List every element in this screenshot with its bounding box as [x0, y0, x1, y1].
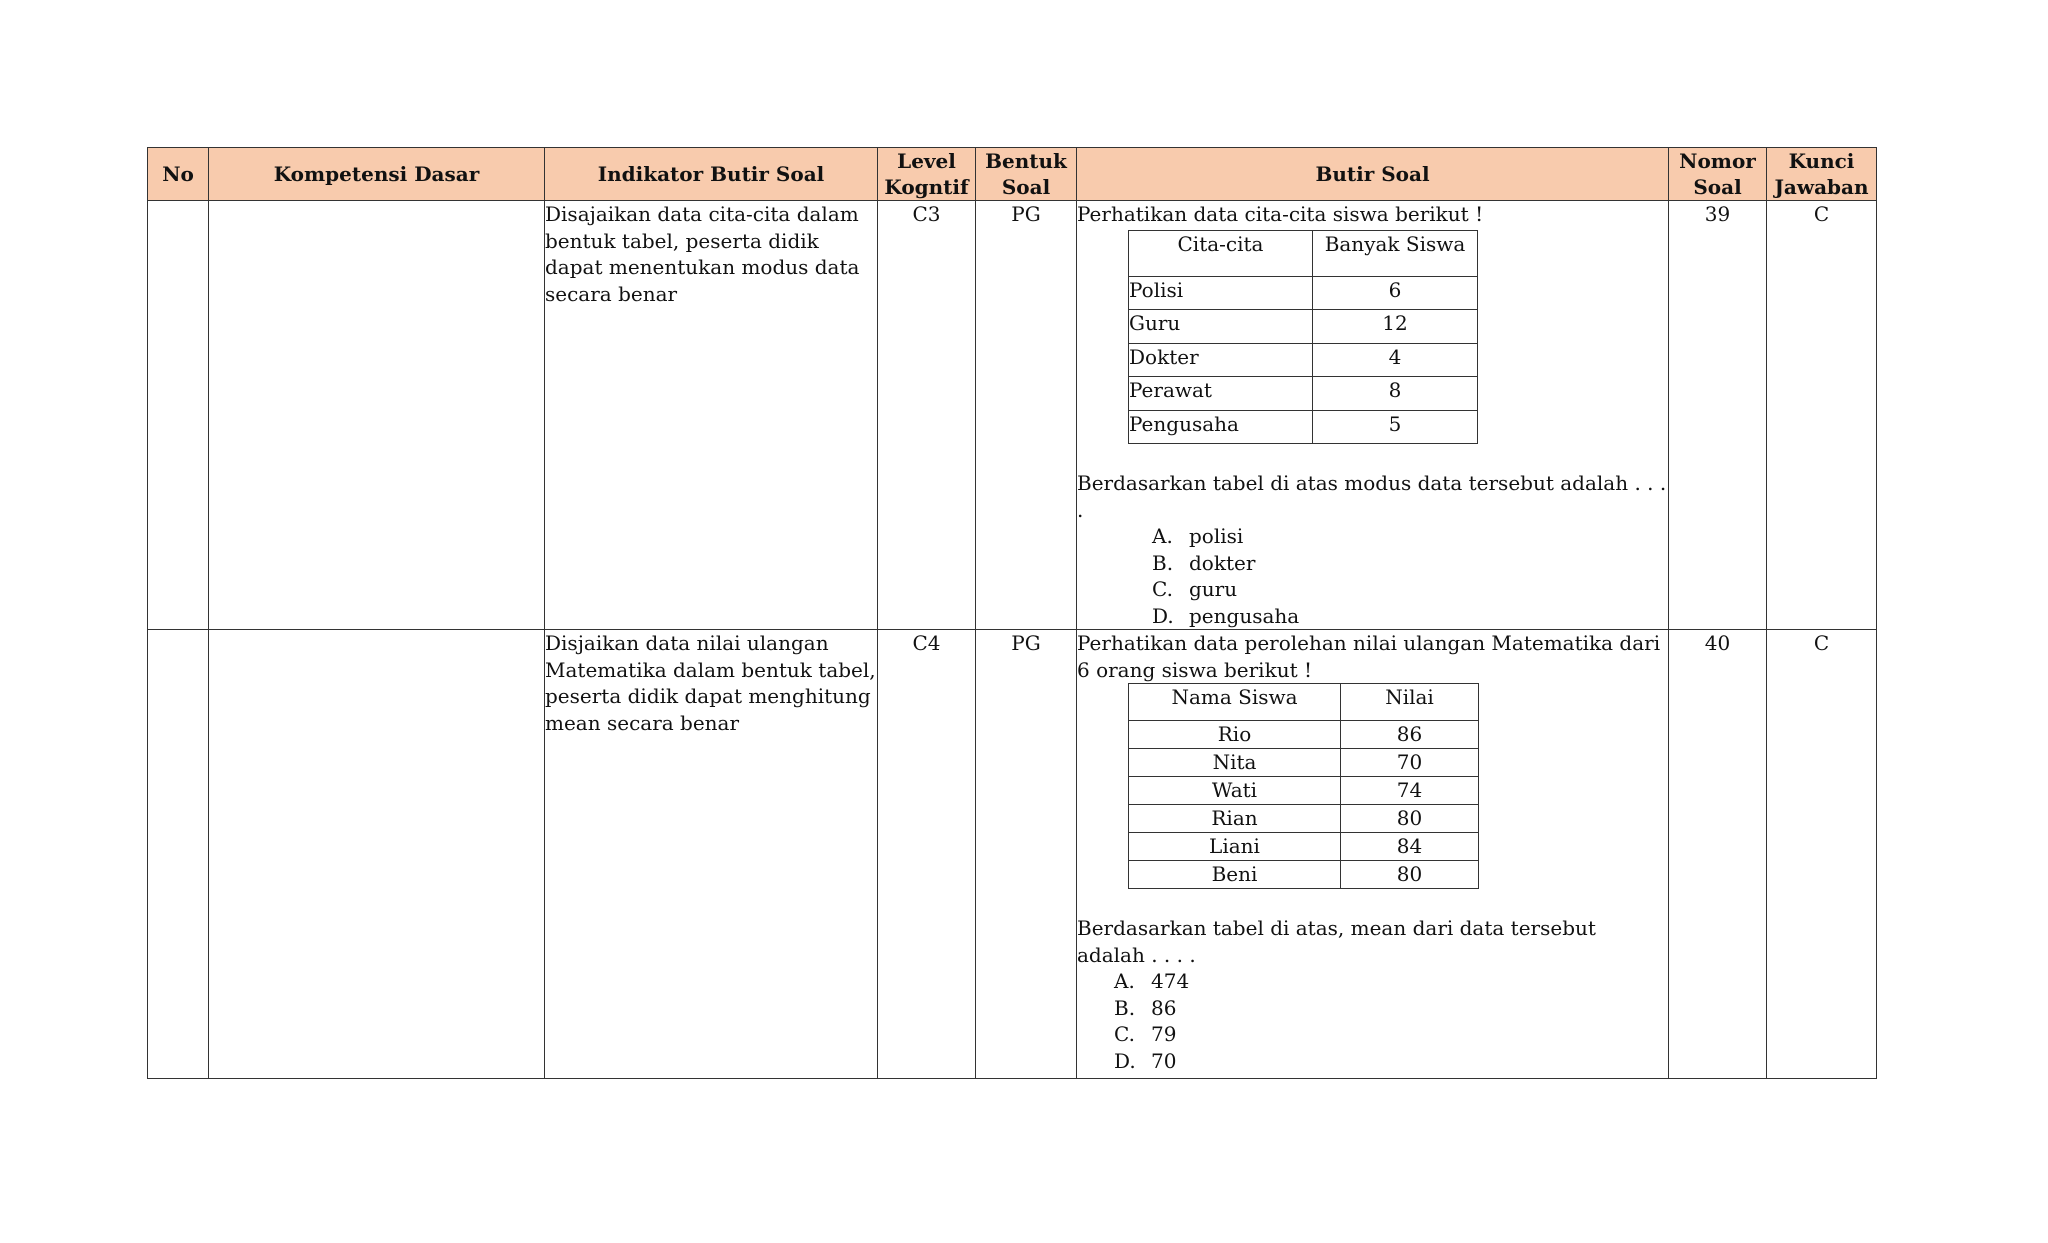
- data-label: Rio: [1129, 721, 1341, 749]
- data-label: Wati: [1129, 777, 1341, 805]
- data-table-row: [1129, 343, 1478, 377]
- data-table-header-cell: Nama Siswa: [1129, 684, 1341, 721]
- cell-level: C3: [878, 201, 976, 630]
- data-value: 74: [1341, 777, 1479, 805]
- data-label: Beni: [1129, 861, 1341, 889]
- answer-option: C. guru: [1152, 577, 1238, 601]
- data-value: 86: [1341, 721, 1479, 749]
- cell-nomor-soal: 39: [1669, 201, 1767, 630]
- data-value: 80: [1341, 805, 1479, 833]
- data-table-header-cell: Cita-cita: [1129, 230, 1313, 276]
- cell-butir-soal: [1077, 201, 1669, 630]
- data-value: 12: [1313, 310, 1478, 344]
- question-text: Berdasarkan tabel di atas modus data tersebut adalah . . . .: [1077, 471, 1667, 522]
- data-value: 6: [1313, 276, 1478, 310]
- data-label: Guru: [1129, 310, 1313, 344]
- answer-option: B. dokter: [1152, 550, 1256, 575]
- cell-nomor-soal: 40: [1669, 630, 1767, 1079]
- header-kompetensi-dasar: Kompetensi Dasar: [209, 148, 545, 201]
- data-label: Nita: [1129, 749, 1341, 777]
- data-table-header-cell: Banyak Siswa: [1313, 230, 1478, 276]
- data-table-row: [1129, 276, 1478, 310]
- header-no: No: [148, 148, 209, 201]
- data-value: 4: [1313, 343, 1478, 377]
- cell-butir-soal: [1077, 630, 1669, 1079]
- answer-option: A. 474: [1114, 969, 1190, 993]
- header-indikator: Indikator Butir Soal: [545, 148, 878, 201]
- cell-bentuk: PG: [976, 201, 1077, 630]
- data-table-row: [1129, 377, 1478, 411]
- data-table-row: [1129, 805, 1479, 833]
- header-level-kognitif: Level Kogntif: [878, 148, 976, 201]
- header-kunci-jawaban: Kunci Jawaban: [1767, 148, 1877, 201]
- cell-bentuk: PG: [976, 630, 1077, 1079]
- data-table-cita-cita: [1128, 230, 1478, 445]
- data-label: Liani: [1129, 833, 1341, 861]
- question-text: Berdasarkan tabel di atas, mean dari data tersebut adalah . . . .: [1077, 916, 1596, 967]
- data-label: Rian: [1129, 805, 1341, 833]
- answer-option: B. 86: [1114, 995, 1177, 1020]
- cell-indikator: Disajaikan data cita-cita dalam bentuk tabel, peserta didik dapat menentukan modus data secara benar: [545, 201, 878, 630]
- data-table-header: [1129, 684, 1479, 721]
- question-intro: Perhatikan data perolehan nilai ulangan Matematika dari 6 orang siswa berikut !: [1077, 631, 1661, 682]
- data-value: 84: [1341, 833, 1479, 861]
- cell-level: C4: [878, 630, 976, 1079]
- answer-option: D. pengusaha: [1152, 603, 1300, 628]
- cell-kunci-jawaban: C: [1767, 201, 1877, 630]
- answer-options: [1077, 523, 1668, 629]
- cell-kompetensi-dasar: [209, 630, 545, 1079]
- table-row: [148, 201, 1877, 630]
- data-value: 80: [1341, 861, 1479, 889]
- cell-kunci-jawaban: C: [1767, 630, 1877, 1079]
- answer-option: C. 79: [1114, 1022, 1177, 1046]
- data-label: Pengusaha: [1129, 410, 1313, 444]
- data-value: 70: [1341, 749, 1479, 777]
- data-label: Dokter: [1129, 343, 1313, 377]
- data-label: Polisi: [1129, 276, 1313, 310]
- data-value: 8: [1313, 377, 1478, 411]
- data-table-header: [1129, 230, 1478, 276]
- data-table-row: [1129, 410, 1478, 444]
- kisi-kisi-table: [147, 147, 1877, 1079]
- cell-no: [148, 201, 209, 630]
- cell-indikator: Disjaikan data nilai ulangan Matematika dalam bentuk tabel, peserta didik dapat menghitung mean secara benar: [545, 630, 878, 1079]
- data-value: 5: [1313, 410, 1478, 444]
- answer-option: D. 70: [1114, 1048, 1177, 1073]
- cell-kompetensi-dasar: [209, 201, 545, 630]
- question-intro: Perhatikan data cita-cita siswa berikut !: [1077, 202, 1484, 226]
- header-row: [148, 148, 1877, 201]
- header-bentuk-soal: Bentuk Soal: [976, 148, 1077, 201]
- data-table-row: [1129, 861, 1479, 889]
- data-table-row: [1129, 721, 1479, 749]
- data-table-nilai: [1128, 683, 1479, 889]
- header-nomor-soal: Nomor Soal: [1669, 148, 1767, 201]
- answer-option: A. polisi: [1152, 524, 1244, 548]
- data-table-row: [1129, 749, 1479, 777]
- data-table-row: [1129, 310, 1478, 344]
- data-table-row: [1129, 833, 1479, 861]
- table-row: [148, 630, 1877, 1079]
- cell-no: [148, 630, 209, 1079]
- header-butir-soal: Butir Soal: [1077, 148, 1669, 201]
- data-label: Perawat: [1129, 377, 1313, 411]
- answer-options: [1077, 968, 1668, 1074]
- data-table-row: [1129, 777, 1479, 805]
- data-table-header-cell: Nilai: [1341, 684, 1479, 721]
